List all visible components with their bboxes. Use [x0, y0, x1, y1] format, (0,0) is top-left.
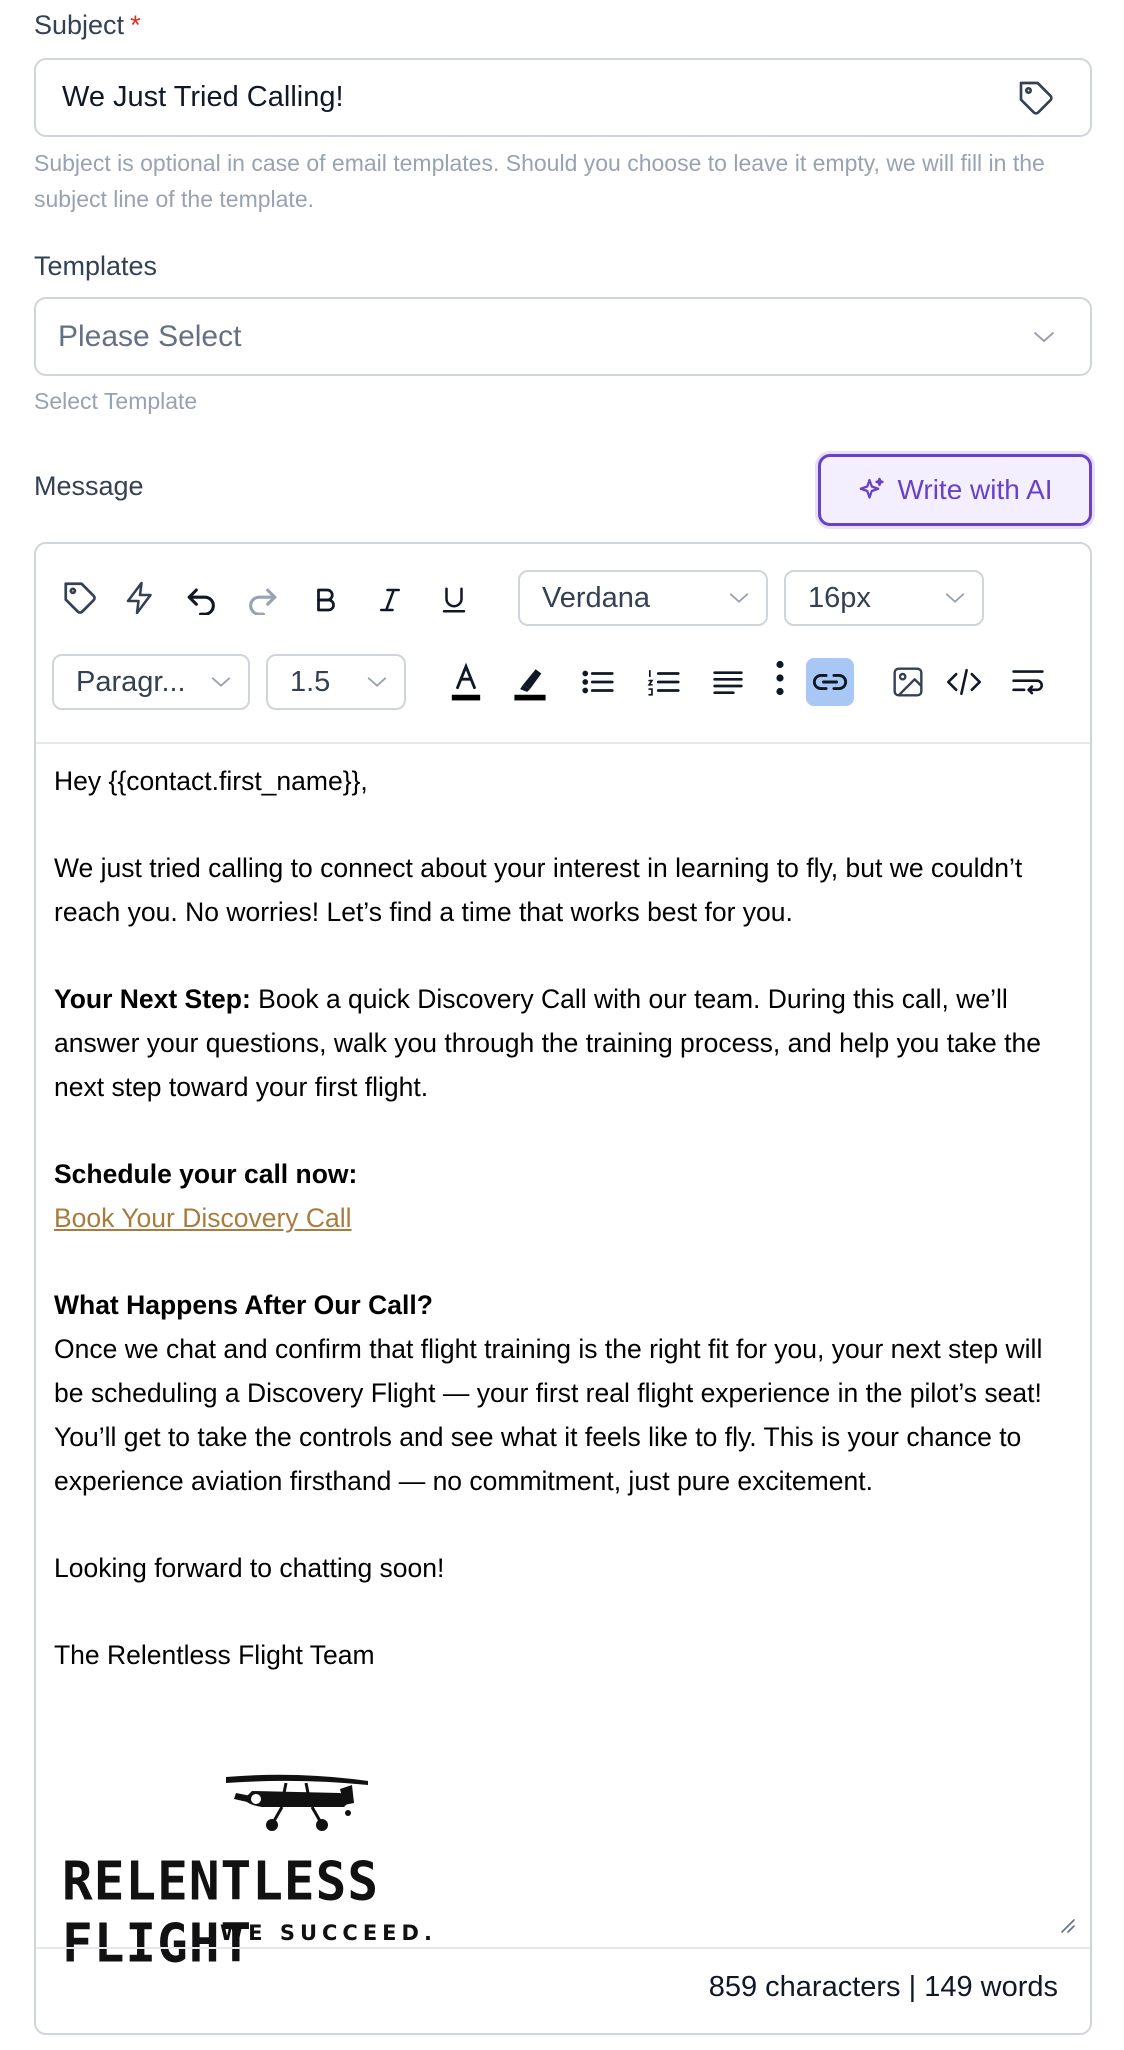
templates-label: Templates	[34, 251, 158, 281]
relentless-flight-logo	[62, 1769, 542, 1975]
lightning-icon[interactable]	[118, 576, 162, 620]
next-step-text: Book a quick Discovery Call with our team. During this call, we’ll answer your questions, walk you through the training process, and help you take the next step toward your first flight.	[54, 984, 1041, 1102]
align-icon[interactable]	[706, 660, 750, 704]
airplane-icon	[222, 1769, 372, 1835]
link-icon[interactable]	[806, 658, 854, 706]
italic-icon[interactable]	[368, 578, 412, 622]
chevron-down-icon	[944, 591, 966, 605]
after-call-paragraph: Once we chat and confirm that flight training is the right fit for you, your next step will be scheduling a Discovery Flight — your first real flight experience in the pilot’s seat! You’ll get to take the controls and see what it feels like to fly. This is your chance to experience aviation firsthand — no commitment, just pure excitement.	[54, 1334, 1043, 1496]
templates-placeholder[interactable]: Please Select	[58, 319, 242, 353]
redo-icon[interactable]	[240, 578, 284, 622]
logo-subtitle: WE SUCCEED.	[220, 1921, 437, 1945]
line-height-value: 1.5	[290, 665, 331, 698]
underline-icon[interactable]	[432, 578, 476, 622]
schedule-label: Schedule your call now:	[54, 1159, 358, 1189]
chevron-down-icon	[210, 675, 232, 689]
message-label: Message	[34, 471, 144, 501]
wrap-icon[interactable]	[1006, 660, 1050, 704]
font-size-select[interactable]	[784, 570, 984, 626]
bold-icon[interactable]	[304, 578, 348, 622]
numbered-list-icon[interactable]	[642, 660, 686, 704]
subject-label	[34, 10, 141, 41]
tag-icon[interactable]	[1016, 78, 1056, 118]
block-format-select[interactable]	[52, 654, 250, 710]
templates-select[interactable]	[34, 297, 1092, 376]
text-color-icon[interactable]	[444, 660, 488, 704]
highlight-icon[interactable]	[508, 660, 552, 704]
paragraph-1: We just tried calling to connect about your interest in learning to fly, but we couldn’t reach you. No worries! Let’s find a time that works best for you.	[54, 853, 1023, 927]
logo-title: RELENTLESS FLIGHT	[62, 1851, 380, 1975]
code-icon[interactable]	[942, 660, 986, 704]
image-icon[interactable]	[886, 660, 930, 704]
message-body[interactable]	[54, 759, 1074, 1677]
chevron-down-icon[interactable]	[1032, 330, 1056, 344]
next-step-paragraph	[54, 977, 1074, 1109]
write-with-ai-label: Write with AI	[897, 474, 1053, 505]
line-height-select[interactable]	[266, 654, 406, 710]
font-family-select[interactable]	[518, 570, 768, 626]
resize-handle-icon[interactable]	[1058, 1916, 1076, 1939]
write-with-ai-button[interactable]	[818, 454, 1092, 526]
chevron-down-icon	[728, 591, 750, 605]
closing: Looking forward to chatting soon!	[54, 1553, 445, 1583]
subject-label-text: Subject	[34, 10, 125, 40]
sparkles-icon	[857, 475, 887, 505]
signature: The Relentless Flight Team	[54, 1640, 375, 1670]
more-icon[interactable]	[758, 656, 802, 700]
chevron-down-icon	[366, 675, 388, 689]
subject-input[interactable]	[34, 58, 1092, 137]
next-step-label: Your Next Step:	[54, 984, 251, 1014]
after-call-heading: What Happens After Our Call?	[54, 1290, 433, 1320]
editor-toolbar	[36, 544, 1090, 744]
bullet-list-icon[interactable]	[576, 660, 620, 704]
greeting: Hey {{contact.first_name}},	[54, 766, 368, 796]
subject-value[interactable]: We Just Tried Calling!	[62, 81, 344, 113]
font-family-value: Verdana	[542, 581, 651, 614]
required-mark: *	[130, 10, 141, 40]
tag-icon[interactable]	[58, 576, 102, 620]
message-editor[interactable]	[34, 542, 1092, 2035]
undo-icon[interactable]	[180, 578, 224, 622]
character-word-count: 859 characters | 149 words	[708, 1971, 1058, 2003]
font-size-value: 16px	[808, 581, 871, 614]
templates-hint: Select Template	[34, 388, 198, 414]
block-format-value: Paragr...	[76, 665, 186, 698]
book-discovery-call-link[interactable]: Book Your Discovery Call	[54, 1203, 352, 1233]
subject-hint: Subject is optional in case of email templates. Should you choose to leave it empty, we will fill in the subject line of the template.	[34, 150, 1045, 212]
editor-footer	[36, 1947, 1090, 2033]
